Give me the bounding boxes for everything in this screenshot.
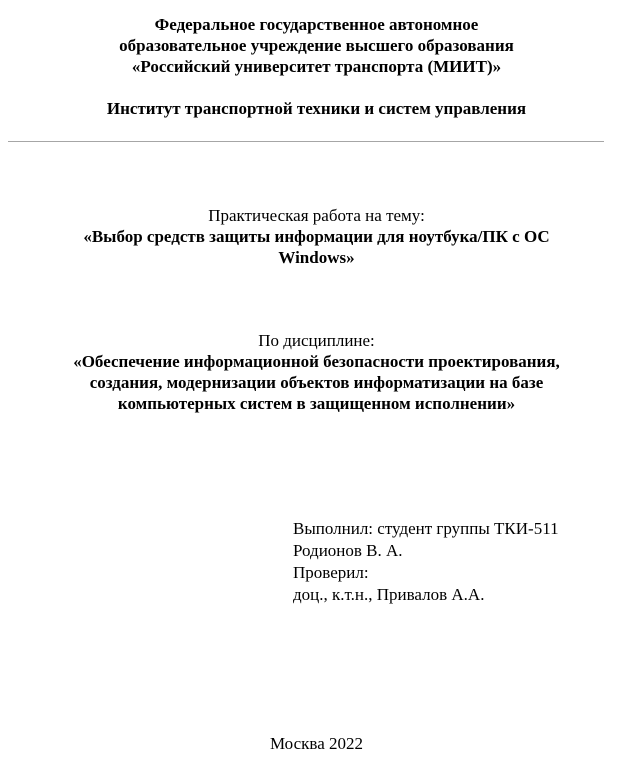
institute-line: Институт транспортной техники и систем управления xyxy=(106,99,527,118)
signature-block xyxy=(293,518,559,606)
discipline-intro: По дисциплине: xyxy=(258,331,375,350)
performed-by: Выполнил: студент группы ТКИ-511 xyxy=(293,519,559,538)
checked-by: Проверил: xyxy=(293,563,369,582)
discipline-section xyxy=(0,330,633,414)
header-line-3: «Российский университет транспорта (МИИТ)» xyxy=(131,57,502,76)
header-line-2: образовательное учреждение высшего образования xyxy=(119,36,514,55)
institute-name xyxy=(0,98,633,119)
student-name: Родионов В. А. xyxy=(293,541,403,560)
organization-header xyxy=(0,14,633,77)
work-title-line-1: «Выбор средств защиты информации для ноутбука/ПК с ОС xyxy=(83,227,550,246)
footer-city-year xyxy=(0,733,633,754)
work-intro: Практическая работа на тему: xyxy=(208,206,425,225)
discipline-title-line-1: «Обеспечение информационной безопасности проектирования, xyxy=(73,352,560,371)
work-title-line-2: Windows» xyxy=(278,248,355,267)
header-divider xyxy=(8,141,604,142)
teacher-name: доц., к.т.н., Привалов А.А. xyxy=(293,585,485,604)
header-line-1: Федеральное государственное автономное xyxy=(154,15,479,34)
work-topic xyxy=(0,205,633,268)
city-year: Москва 2022 xyxy=(269,734,364,753)
discipline-title-line-3: компьютерных систем в защищенном исполнении» xyxy=(117,394,516,413)
discipline-title-line-2: создания, модернизации объектов информатизации на базе xyxy=(89,373,544,392)
